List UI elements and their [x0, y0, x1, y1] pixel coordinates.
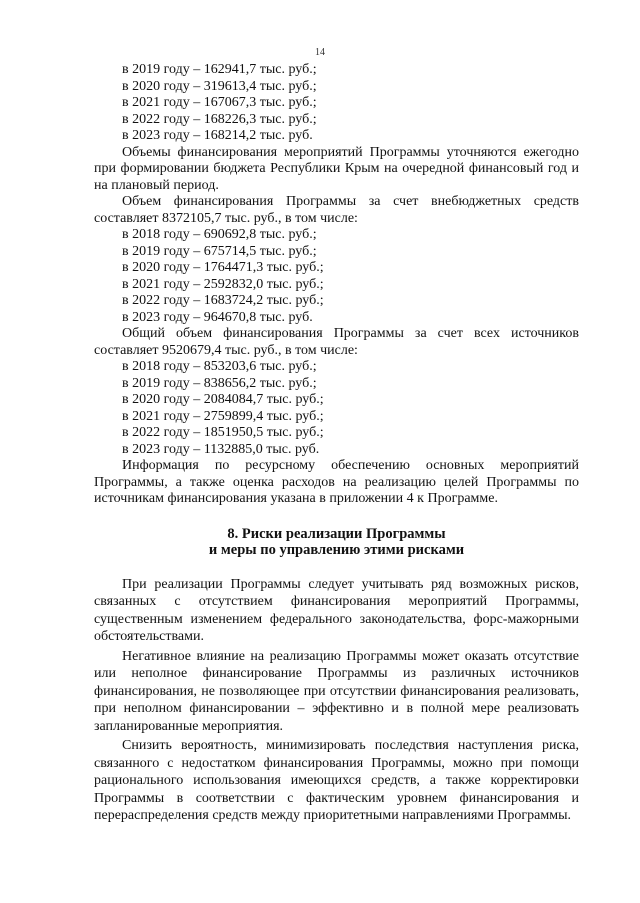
section-heading-line1: 8. Риски реализации Программы	[227, 525, 446, 542]
list-item: в 2022 году – 1683724,2 тыс. руб.;	[122, 293, 324, 308]
list-item: в 2019 году – 162941,7 тыс. руб.;	[122, 62, 317, 77]
list-item: в 2021 году – 2592832,0 тыс. руб.;	[122, 276, 324, 292]
paragraph-extra-budget: Объем финансирования Программы за счет внебюджетных средств составляет 8372105,7 тыс. руб., в том числе:	[94, 194, 579, 226]
list-item: в 2021 году – 167067,3 тыс. руб.;	[122, 95, 317, 110]
extra-budget-funding-list	[94, 227, 579, 326]
list-item: в 2019 году – 675714,5 тыс. руб.;	[122, 243, 317, 259]
list-item: в 2023 году – 964670,8 тыс. руб.	[122, 309, 313, 325]
list-item: в 2018 году – 853203,6 тыс. руб.;	[122, 359, 317, 374]
total-funding-list	[94, 359, 579, 458]
list-item: в 2020 году – 2084084,7 тыс. руб.;	[122, 392, 324, 407]
list-item: в 2022 году – 168226,3 тыс. руб.;	[122, 111, 317, 127]
page-number: 14	[315, 47, 325, 58]
paragraph-risks-3: Снизить вероятность, минимизировать последствия наступления риска, связанного с недостатком финансирования Программы, можно при помощи рационального использования имеющихся средств, а также корректировки Программы в соответствии с фактическим уровнем финансирования и перераспределения средств между приоритетными направлениями Программы.	[94, 738, 579, 823]
list-item: в 2021 году – 2759899,4 тыс. руб.;	[122, 408, 324, 424]
list-item: в 2018 году – 690692,8 тыс. руб.;	[122, 227, 317, 242]
list-item: в 2020 году – 1764471,3 тыс. руб.;	[122, 260, 324, 275]
funding-list-2019-2023	[94, 62, 579, 145]
paragraph-clarify: Объемы финансирования мероприятий Программы уточняются ежегодно при формировании бюджета Республики Крым на очередной финансовый год и на плановый период.	[94, 144, 579, 193]
list-item: в 2019 году – 838656,2 тыс. руб.;	[122, 375, 317, 391]
page-content	[94, 62, 579, 825]
list-item: в 2023 году – 1132885,0 тыс. руб.	[122, 441, 320, 457]
paragraph-resource-info: Информация по ресурсному обеспечению основных мероприятий Программы, а также оценка расходов на реализацию целей Программы по источникам финансирования указана в приложении 4 к Программе.	[94, 458, 579, 506]
section-heading-line2: и меры по управлению этими рисками	[208, 542, 465, 558]
list-item: в 2020 году – 319613,4 тыс. руб.;	[122, 78, 317, 94]
paragraph-total: Общий объем финансирования Программы за счет всех источников составляет 9520679,4 тыс. руб., в том числе:	[94, 326, 579, 358]
list-item: в 2023 году – 168214,2 тыс. руб.	[122, 128, 313, 143]
section-heading	[94, 526, 579, 559]
paragraph-risks-1: При реализации Программы следует учитывать ряд возможных рисков, связанных с отсутствием финансирования мероприятий Программы, существенным изменением федерального законодательства, форс-мажорными обстоятельствами.	[94, 576, 579, 644]
paragraph-risks-2: Негативное влияние на реализацию Программы может оказать отсутствие или неполное финансирование Программы из различных источников финансирования, не позволяющее при отсутствии финансирования реализовать, при неполном финансировании – эффективно и в полной мере реализовать запланированные мероприятия.	[94, 648, 579, 734]
list-item: в 2022 году – 1851950,5 тыс. руб.;	[122, 425, 324, 440]
